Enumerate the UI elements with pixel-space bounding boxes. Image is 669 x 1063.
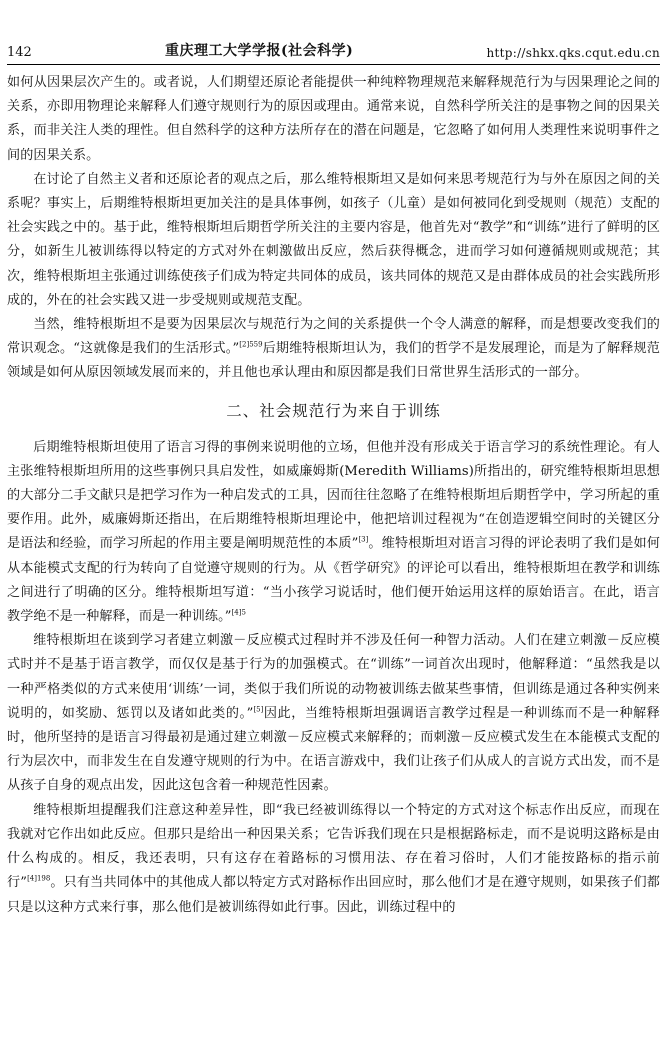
paragraph <box>7 436 660 630</box>
section-heading: 二、社会规范行为来自于训练 <box>226 401 441 420</box>
journal-url: http://shkx.qks.cqut.edu.cn <box>486 46 660 60</box>
running-header <box>7 38 660 65</box>
citation: [4]5 <box>231 608 246 617</box>
paragraph: 如何从因果层次产生的。或者说，人们期望还原论者能提供一种纯粹物理规范来解释规范行为与因果理论之间的关系，亦即用物理论来解释人们遵守规则行为的原因或理由。通常来说，自然科学所关注的是事物之间的因果关系，而非关注人类的理性。但自然科学的这种方法所存在的潜在问题是，它忽略了如何用人类理性来说明事件之间的因果关系。 <box>7 75 660 163</box>
paragraph-text: 维特根斯坦提醒我们注意这种差异性，即“我已经被训练得以一个特定的方式对这个标志作出反应，而现在我就对它作出如此反应。但那只是给出一种因果关系；它告诉我们现在只是根据路标走，而不是说明这路标是由什么构成的。相反，我还表明，只有这存在着路标的习惯用法、存在着习俗时，人们才能按路标的指示前行” <box>7 802 660 891</box>
paragraph-text: 后期维特根斯坦使用了语言习得的事例来说明他的立场，但他并没有形成关于语言学习的系统性理论。有人主张维特根斯坦所用的这些事例只具启发性，如威廉姆斯(Meredith Williams)所指出的，研究维特根斯坦思想的大部分二手文献只是把学习作为一种启发式的工具，因而往往忽略了在维特根斯坦后期哲学中，学习所起的重要作用。此外，威廉姆斯还指出，在后期维特根斯坦理论中，他把培训过程视为“在创造逻辑空间时的关键区分是语法和经验，而学习所起的作用主要是阐明规范性的本质” <box>7 439 660 552</box>
paragraph: 在讨论了自然主义者和还原论者的观点之后，那么维特根斯坦又是如何来思考规范行为与外在原因之间的关系呢？事实上，后期维特根斯坦更加关注的是具体事例，如孩子（儿童）是如何被同化到受规则（规范）支配的社会实践之中的。基于此，维特根斯坦后期哲学所关注的主要内容是，他首先对“教学”和“训练”进行了鲜明的区分，如新生儿被训练得以特定的方式对外在刺激做出反应，然后获得概念，进而学习如何遵循规则或规范；其次，维特根斯坦主张通过训练使孩子们成为特定共同体的成员，该共同体的规范又是由群体成员的社会实践所形成的，外在的社会实践又进一步受规则或规范支配。 <box>7 171 660 308</box>
paragraph <box>7 799 660 920</box>
paragraph-text: 维特根斯坦在谈到学习者建立刺激－反应模式过程时并不涉及任何一种智力活动。人们在建立刺激－反应模式时并不是基于语言教学，而仅仅是基于行为的加强模式。在“训练”一词首次出现时，他解释道：“虽然我是以一种严格类似的方式来使用‘训练’一词，类似于我们所说的动物被训练去做某些事情，但训练是通过各种实例来说明的，如奖励、惩罚以及诸如此类的。” <box>7 633 660 721</box>
citation: [3] <box>358 536 369 545</box>
citation: [2]559 <box>239 340 263 349</box>
paragraph-text: 因此，当维特根斯坦强调语言教学过程是一种训练而不是一种解释时，他所坚持的是语言习得最初是通过建立刺激－反应模式来解释的；而刺激－反应模式发生在本能模式支配的行为层次中，而非发生在自发遵守规则的行为中。在语言游戏中，我们让孩子们从成人的言说方式出发，而不是从孩子自身的观点出发，因此这包含着一种规范性因素。 <box>7 705 660 794</box>
citation: [4]198 <box>27 874 51 883</box>
paragraph <box>7 313 660 386</box>
paragraph-text: 。维特根斯坦对语言习得的评论表明了我们是如何从本能模式支配的行为转向了自觉遵守规则的行为。从《哲学研究》的评论可以看出，维特根斯坦在教学和训练之间进行了明确的区分。维特根斯坦写道：“当小孩学习说话时，他们便开始运用这样的原始语言。在此，语言教学绝不是一种解释，而是一种训练。” <box>7 536 660 625</box>
paragraph-text: 当然，维特根斯坦不是要为因果层次与规范行为之间的关系提供一个令人满意的解释，而是想要改变我们的常识观念。“这就像是我们的生活形式。” <box>7 317 660 357</box>
paragraph-text: 后期维特根斯坦认为，我们的哲学不是发展理论，而是为了解释规范领域是如何从原因领域发展而来的，并且他也承认理由和原因都是我们日常世界生活形式的一部分。 <box>7 341 660 381</box>
article-body <box>7 71 660 920</box>
page-number: 142 <box>7 45 32 60</box>
journal-title: 重庆理工大学学报(社会科学) <box>165 43 354 59</box>
citation: [5] <box>253 705 264 714</box>
paragraph <box>7 629 660 798</box>
paragraph-text: 。只有当共同体中的其他成人都以特定方式对路标作出回应时，那么他们才是在遵守规则，如果孩子们都只是以这种方式来行事，那么他们是被训练得如此行事。因此，训练过程中的 <box>7 875 660 915</box>
